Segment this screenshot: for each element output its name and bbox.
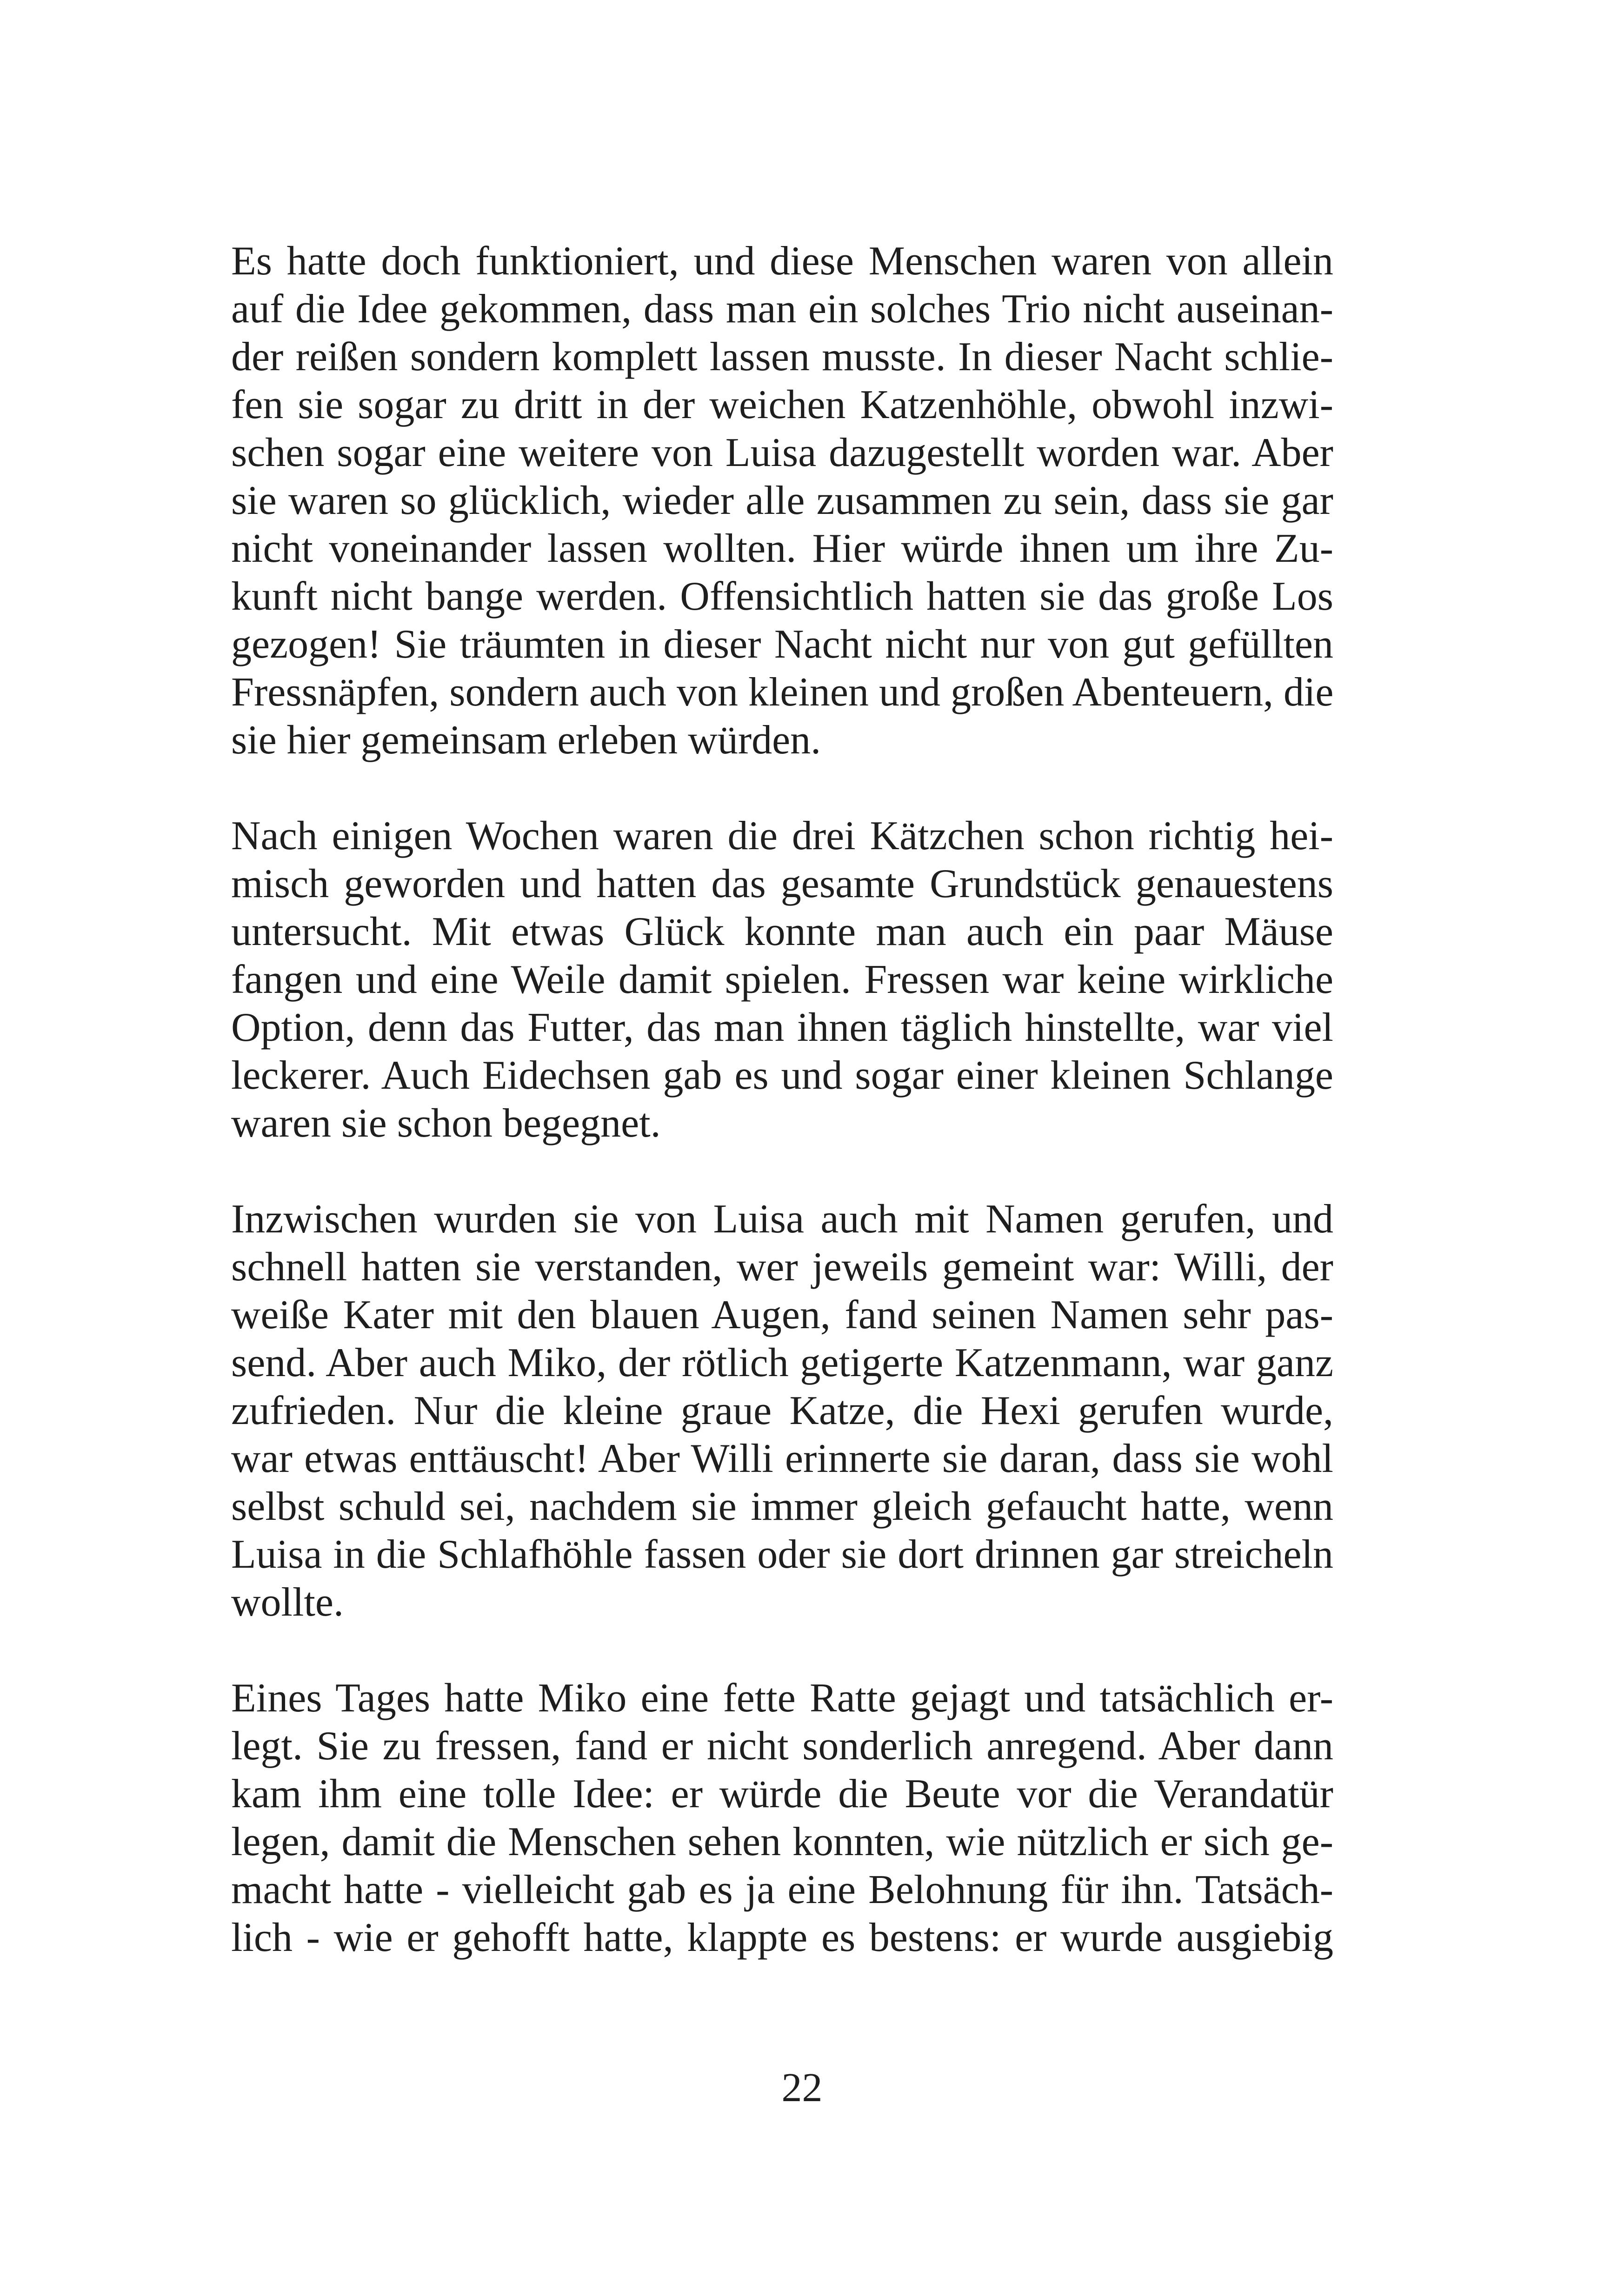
text-line: leckerer. Auch Eidechsen gab es und sogar einer kleinen Schlange: [231, 1053, 1333, 1098]
text-line: selbst schuld sei, nachdem sie immer gleich gefaucht hatte, wenn: [231, 1484, 1333, 1529]
text-line: Eines Tages hatte Miko eine fette Ratte gejagt und tatsächlich er-: [231, 1676, 1333, 1721]
text-line: Nach einigen Wochen waren die drei Kätzchen schon richtig hei-: [231, 813, 1333, 859]
text-line: misch geworden und hatten das gesamte Grundstück genauestens: [231, 861, 1333, 906]
text-line: send. Aber auch Miko, der rötlich getigerte Katzenmann, war ganz: [231, 1340, 1333, 1385]
body-text: [231, 237, 1333, 2010]
text-line: Inzwischen wurden sie von Luisa auch mit Namen gerufen, und: [231, 1197, 1333, 1242]
paragraph-4: [231, 1674, 1333, 1962]
text-line: sie hier gemeinsam erleben würden.: [231, 718, 821, 763]
paragraph-3: [231, 1195, 1333, 1626]
paragraph-2: [231, 812, 1333, 1147]
text-line: sie waren so glücklich, wieder alle zusammen zu sein, dass sie gar: [231, 478, 1333, 523]
text-line: kam ihm eine tolle Idee: er würde die Beute vor die Verandatür: [231, 1771, 1333, 1817]
text-line: lich - wie er gehofft hatte, klappte es bestens: er wurde ausgiebig: [231, 1915, 1333, 1960]
text-line: weiße Kater mit den blauen Augen, fand seinen Namen sehr pas-: [231, 1292, 1333, 1338]
text-line: war etwas enttäuscht! Aber Willi erinnerte sie daran, dass sie wohl: [231, 1436, 1333, 1481]
text-line: der reißen sondern komplett lassen musste. In dieser Nacht schlie-: [231, 334, 1333, 379]
text-line: Es hatte doch funktioniert, und diese Menschen waren von allein: [231, 239, 1333, 284]
page-number: 22: [781, 2065, 823, 2110]
text-line: waren sie schon begegnet.: [231, 1101, 661, 1146]
text-line: fangen und eine Weile damit spielen. Fressen war keine wirkliche: [231, 957, 1333, 1002]
text-line: schen sogar eine weitere von Luisa dazugestellt worden war. Aber: [231, 430, 1333, 475]
text-line: schnell hatten sie verstanden, wer jeweils gemeint war: Willi, der: [231, 1244, 1333, 1290]
text-line: macht hatte - vielleicht gab es ja eine Belohnung für ihn. Tatsäch-: [231, 1867, 1333, 1912]
text-line: Fressnäpfen, sondern auch von kleinen und großen Abenteuern, die: [231, 670, 1334, 715]
text-line: wollte.: [231, 1580, 344, 1625]
text-line: zufrieden. Nur die kleine graue Katze, die Hexi gerufen wurde,: [231, 1388, 1333, 1433]
text-line: gezogen! Sie träumten in dieser Nacht nicht nur von gut gefüllten: [231, 622, 1333, 667]
text-line: Option, denn das Futter, das man ihnen täglich hinstellte, war viel: [231, 1005, 1333, 1050]
text-line: fen sie sogar zu dritt in der weichen Katzenhöhle, obwohl inzwi-: [231, 382, 1333, 427]
text-line: legt. Sie zu fressen, fand er nicht sonderlich anregend. Aber dann: [231, 1724, 1333, 1769]
text-line: Luisa in die Schlafhöhle fassen oder sie dort drinnen gar streicheln: [231, 1532, 1333, 1577]
paragraph-1: [231, 237, 1333, 764]
text-line: kunft nicht bange werden. Offensichtlich hatten sie das große Los: [231, 574, 1333, 619]
text-line: auf die Idee gekommen, dass man ein solches Trio nicht auseinan-: [231, 286, 1333, 332]
text-line: nicht voneinander lassen wollten. Hier würde ihnen um ihre Zu-: [231, 526, 1333, 571]
text-line: untersucht. Mit etwas Glück konnte man auch ein paar Mäuse: [231, 909, 1333, 954]
text-line: legen, damit die Menschen sehen konnten, wie nützlich er sich ge-: [231, 1819, 1333, 1864]
